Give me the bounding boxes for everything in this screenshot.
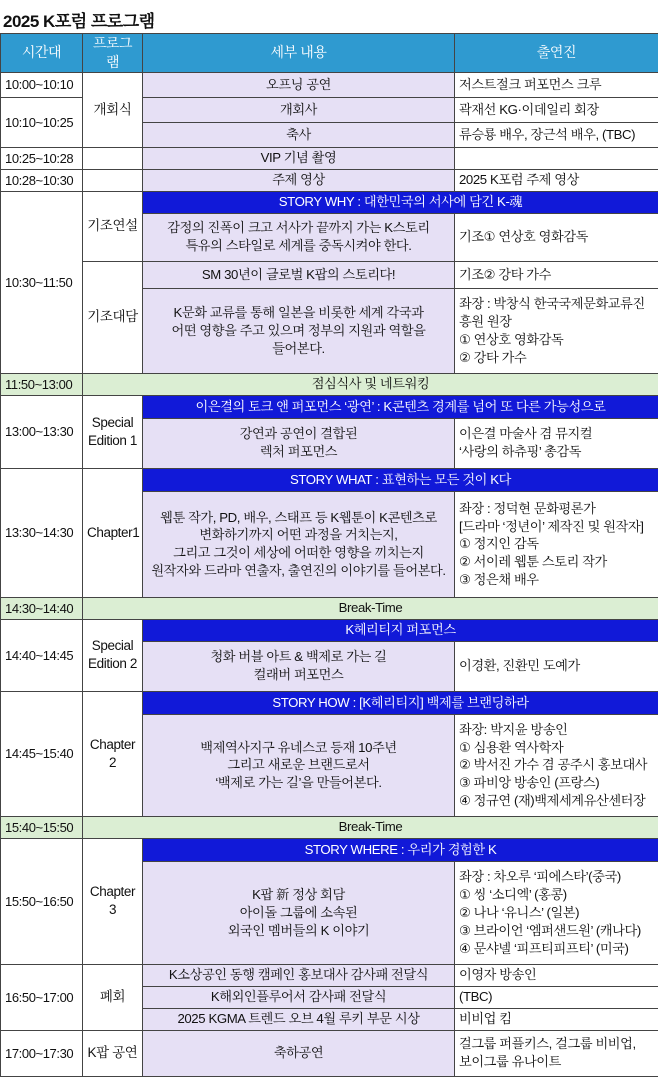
- performer-line: ② 박서진 가수 겸 공주시 홍보대사: [459, 756, 654, 774]
- performer-cell: [455, 491, 658, 597]
- performer-cell: 기조① 연상호 영화감독: [455, 213, 658, 261]
- performer-line: ② 강타 가수: [459, 349, 654, 367]
- performer-line: ③ 브라이언 ‘엠퍼샌드원’ (캐나다): [459, 922, 654, 940]
- detail-line: 변화하기까지 어떤 과정을 거치는지,: [147, 526, 450, 544]
- performer-cell: 저스트절크 퍼포먼스 크루: [455, 72, 658, 97]
- detail-cell: [143, 491, 455, 597]
- performer-cell: 기조② 강타 가수: [455, 261, 658, 288]
- program-cell: Chapter1: [83, 468, 143, 597]
- detail-cell: VIP 기념 촬영: [143, 147, 455, 169]
- detail-line: 강연과 공연이 결합된: [147, 425, 450, 443]
- detail-cell: [143, 288, 455, 373]
- time-cell: 10:00~10:10: [1, 72, 83, 97]
- time-cell: 17:00~17:30: [1, 1030, 83, 1076]
- program-cell: 개회식: [83, 72, 143, 147]
- break-label: Break-Time: [83, 816, 658, 838]
- performer-cell: [455, 861, 658, 964]
- page-title: 2025 K포럼 프로그램: [0, 0, 658, 33]
- detail-line: 감정의 진폭이 크고 서사가 끝까지 가는 K스토리: [147, 219, 450, 237]
- program-cell: 기조대담: [83, 261, 143, 373]
- performer-cell: [455, 1030, 658, 1076]
- time-cell: 14:30~14:40: [1, 597, 83, 619]
- break-row: [1, 816, 658, 838]
- performer-cell: 이경환, 진환민 도예가: [455, 641, 658, 691]
- program-table: [0, 33, 658, 1077]
- story-banner-row: [1, 838, 658, 861]
- detail-line: 그리고 그것이 세상에 어떠한 영향을 끼치는지: [147, 544, 450, 562]
- performer-line: 이은결 마술사 겸 뮤지컬: [459, 425, 654, 443]
- detail-line: ‘백제로 가는 길’을 만들어본다.: [147, 774, 450, 792]
- performer-line: 좌장 : 차오루 ‘피에스타’(중국): [459, 868, 654, 886]
- performer-cell: (TBC): [455, 986, 658, 1008]
- story-banner: STORY HOW : [K헤리티지] 백제를 브랜딩하라: [143, 691, 658, 714]
- program-cell: 기조연설: [83, 191, 143, 261]
- detail-cell: 주제 영상: [143, 169, 455, 191]
- performer-line: ② 서이레 웹툰 스토리 작가: [459, 553, 654, 571]
- detail-cell: SM 30년이 글로벌 K팝의 스토리다!: [143, 261, 455, 288]
- performer-line: [드라마 ‘정년이’ 제작진 및 원작자]: [459, 518, 654, 536]
- performer-cell: [455, 714, 658, 816]
- story-banner-row: [1, 191, 658, 213]
- performer-cell: 비비업 킴: [455, 1008, 658, 1030]
- table-row: [1, 169, 658, 191]
- performer-line: 좌장 : 정덕현 문화평론가: [459, 500, 654, 518]
- detail-cell: K소상공인 동행 캠페인 홍보대사 감사패 전달식: [143, 964, 455, 986]
- detail-line: 들어본다.: [147, 340, 450, 358]
- time-cell: 14:45~15:40: [1, 691, 83, 816]
- header-performer: 출연진: [455, 34, 658, 73]
- detail-cell: 축사: [143, 122, 455, 147]
- story-banner: STORY WHY : 대한민국의 서사에 담긴 K-魂: [143, 191, 658, 213]
- performer-line: ④ 문샤넬 ‘피프티피프티’ (미국): [459, 940, 654, 958]
- performer-cell: [455, 288, 658, 373]
- story-banner: STORY WHAT : 표현하는 모든 것이 K다: [143, 468, 658, 491]
- program-cell: Chapter 2: [83, 691, 143, 816]
- performer-line: ④ 정규연 (재)백제세계유산센터장: [459, 792, 654, 810]
- table-row: [1, 261, 658, 288]
- performer-line: ① 심용환 역사학자: [459, 739, 654, 757]
- detail-cell: 축하공연: [143, 1030, 455, 1076]
- detail-line: 웹툰 작가, PD, 배우, 스태프 등 K웹툰이 K콘텐츠로: [147, 509, 450, 527]
- detail-line: 렉처 퍼포먼스: [147, 443, 450, 461]
- detail-line: 어떤 영향을 주고 있으며 정부의 지원과 역할을: [147, 322, 450, 340]
- performer-line: ① 연상호 영화감독: [459, 331, 654, 349]
- table-row: [1, 72, 658, 97]
- time-cell: 10:28~10:30: [1, 169, 83, 191]
- story-banner-row: [1, 395, 658, 418]
- performer-cell: 류승룡 배우, 장근석 배우, (TBC): [455, 122, 658, 147]
- program-cell: 폐회: [83, 964, 143, 1030]
- detail-line: 아이돌 그룹에 소속된: [147, 904, 450, 922]
- performer-line: ① 정지인 감독: [459, 535, 654, 553]
- detail-cell: 개회사: [143, 97, 455, 122]
- story-banner-row: [1, 468, 658, 491]
- break-label: Break-Time: [83, 597, 658, 619]
- detail-cell: 2025 KGMA 트렌드 오브 4월 루키 부문 시상: [143, 1008, 455, 1030]
- detail-cell: [143, 418, 455, 468]
- time-cell: 16:50~17:00: [1, 964, 83, 1030]
- break-label: 점심식사 및 네트워킹: [83, 373, 658, 395]
- detail-cell: [143, 714, 455, 816]
- performer-line: ‘사랑의 하츄핑’ 총감독: [459, 443, 654, 461]
- time-cell: 15:50~16:50: [1, 838, 83, 964]
- performer-cell: 2025 K포럼 주제 영상: [455, 169, 658, 191]
- detail-line: 청화 버블 아트 & 백제로 가는 길: [147, 648, 450, 666]
- story-banner-row: [1, 691, 658, 714]
- performer-cell: 곽재선 KG·이데일리 회장: [455, 97, 658, 122]
- program-line: Edition 1: [87, 432, 138, 450]
- time-cell: 14:40~14:45: [1, 619, 83, 691]
- program-cell: [83, 147, 143, 169]
- performer-line: 걸그룹 퍼플키스, 걸그룹 비비업,: [459, 1035, 654, 1053]
- detail-line: 컬래버 퍼포먼스: [147, 666, 450, 684]
- performer-line: ③ 정은채 배우: [459, 571, 654, 589]
- program-line: Special: [87, 414, 138, 432]
- performer-line: ② 나나 ‘유니스’ (일본): [459, 904, 654, 922]
- break-row: [1, 373, 658, 395]
- performer-line: 흥원 원장: [459, 313, 654, 331]
- detail-line: K팝 新 정상 회담: [147, 886, 450, 904]
- detail-cell: 오프닝 공연: [143, 72, 455, 97]
- detail-cell: [143, 861, 455, 964]
- program-line: Special: [87, 637, 138, 655]
- program-cell: [83, 169, 143, 191]
- performer-line: ① 씽 ‘소디엑’ (홍콩): [459, 886, 654, 904]
- program-line: Edition 2: [87, 655, 138, 673]
- detail-cell: K해외인플루어서 감사패 전달식: [143, 986, 455, 1008]
- time-cell: 15:40~15:50: [1, 816, 83, 838]
- detail-line: 백제역사지구 유네스코 등재 10주년: [147, 739, 450, 757]
- table-row: [1, 964, 658, 986]
- story-banner: STORY WHERE : 우리가 경험한 K: [143, 838, 658, 861]
- header-time: 시간대: [1, 34, 83, 73]
- detail-cell: [143, 213, 455, 261]
- detail-cell: [143, 641, 455, 691]
- detail-line: 그리고 새로운 브랜드로서: [147, 756, 450, 774]
- program-cell: K팝 공연: [83, 1030, 143, 1076]
- performer-line: 보이그룹 유나이트: [459, 1053, 654, 1071]
- story-banner: K헤리티지 퍼포먼스: [143, 619, 658, 641]
- time-cell: 13:00~13:30: [1, 395, 83, 468]
- performer-line: 좌장: 박지윤 방송인: [459, 721, 654, 739]
- program-cell: Chapter 3: [83, 838, 143, 964]
- detail-line: 특유의 스타일로 세계를 중독시켜야 한다.: [147, 237, 450, 255]
- time-cell: 10:10~10:25: [1, 97, 83, 147]
- performer-line: ③ 파비앙 방송인 (프랑스): [459, 774, 654, 792]
- story-banner-row: [1, 619, 658, 641]
- detail-line: 원작자와 드라마 연출자, 출연진의 이야기를 들어본다.: [147, 562, 450, 580]
- detail-line: K문화 교류를 통해 일본을 비롯한 세계 각국과: [147, 304, 450, 322]
- time-cell: 11:50~13:00: [1, 373, 83, 395]
- table-header-row: [1, 34, 658, 73]
- program-cell: [83, 395, 143, 468]
- story-banner: 이은결의 토크 앤 퍼포먼스 ‘광연’ : K콘텐츠 경계를 넘어 또 다른 가능성으로: [143, 395, 658, 418]
- header-program: 프로그램: [83, 34, 143, 73]
- time-cell: 10:25~10:28: [1, 147, 83, 169]
- time-cell: 13:30~14:30: [1, 468, 83, 597]
- performer-cell: [455, 418, 658, 468]
- time-cell: 10:30~11:50: [1, 191, 83, 373]
- performer-cell: 이영자 방송인: [455, 964, 658, 986]
- table-row: [1, 147, 658, 169]
- detail-line: 외국인 멤버들의 K 이야기: [147, 922, 450, 940]
- table-row: [1, 1030, 658, 1076]
- break-row: [1, 597, 658, 619]
- performer-cell: [455, 147, 658, 169]
- performer-line: 좌장 : 박창식 한국국제문화교류진: [459, 295, 654, 313]
- header-detail: 세부 내용: [143, 34, 455, 73]
- program-cell: [83, 619, 143, 691]
